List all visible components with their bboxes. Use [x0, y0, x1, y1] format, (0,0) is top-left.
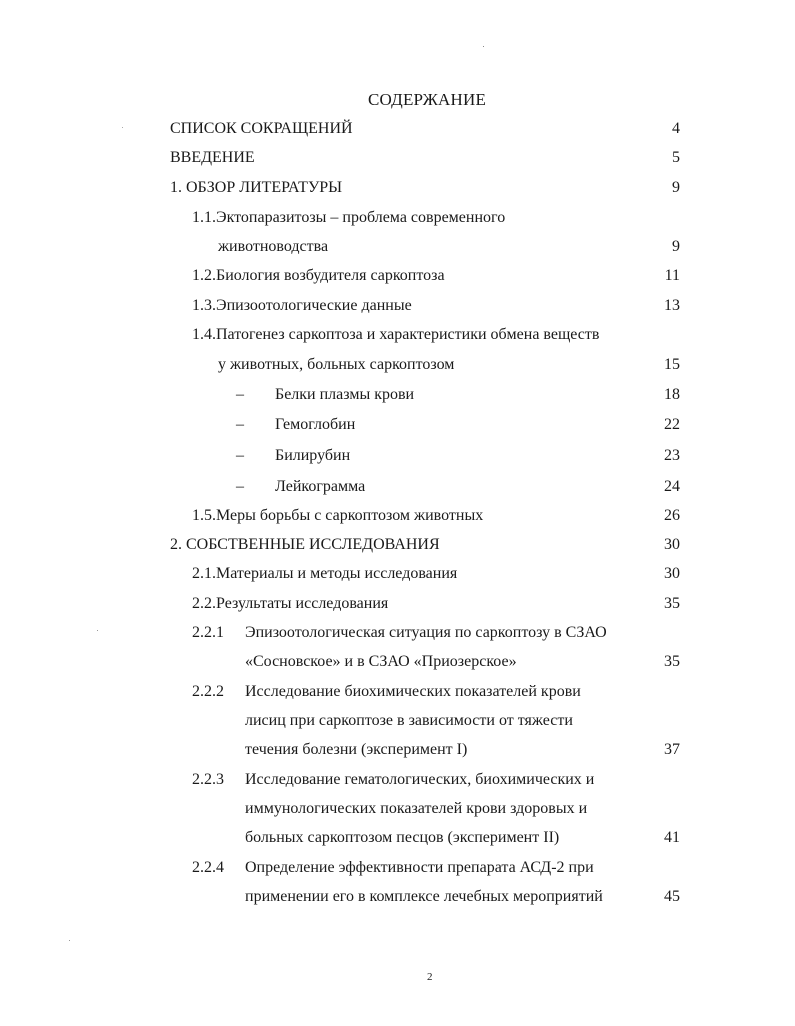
toc-page-number: 41: [664, 829, 680, 846]
toc-entry-1-3[interactable]: 1.3.Эпизоотологические данные: [192, 297, 412, 314]
toc-entry-introduction[interactable]: ВВЕДЕНИЕ: [170, 149, 255, 166]
toc-entry-2-2-3[interactable]: Исследование гематологических, биохимических и: [245, 771, 595, 788]
toc-entry-plasma-proteins[interactable]: Белки плазмы крови: [275, 386, 415, 403]
toc-entry-literature-review[interactable]: 1. ОБЗОР ЛИТЕРАТУРЫ: [170, 179, 343, 196]
toc-page-number: 22: [664, 416, 680, 433]
toc-page-number: 9: [672, 179, 680, 196]
scan-speck: [483, 46, 484, 47]
toc-page-number: 15: [664, 356, 680, 373]
toc-page-number: 5: [672, 149, 680, 166]
dash-marker: –: [236, 416, 244, 433]
toc-entry-1-1[interactable]: 1.1.Эктопаразитозы – проблема современного: [192, 209, 506, 226]
toc-subsection-number: 2.2.3: [192, 771, 224, 788]
toc-entry-2-2-2-continued: течения болезни (эксперимент I): [245, 741, 468, 758]
toc-page-number: 37: [664, 741, 680, 758]
dash-marker: –: [236, 447, 244, 464]
toc-entry-2-2-3-continued: иммунологических показателей крови здоровых и: [245, 800, 588, 817]
toc-entry-2-2[interactable]: 2.2.Результаты исследования: [192, 595, 389, 612]
toc-entry-2-2-1-continued: «Сосновское» и в СЗАО «Приозерское»: [245, 653, 517, 670]
toc-entry-2-2-4[interactable]: Определение эффективности препарата АСД-2 при: [245, 859, 594, 876]
scan-speck: [122, 127, 123, 128]
toc-page-number: 30: [664, 565, 680, 582]
page-number: 2: [427, 971, 433, 983]
toc-page-number: 13: [664, 297, 680, 314]
toc-page-number: 11: [664, 267, 680, 284]
toc-entry-bilirubin[interactable]: Билирубин: [275, 447, 351, 464]
toc-entry-1-4-continued: у животных, больных саркоптозом: [218, 356, 455, 373]
toc-page-number: 9: [672, 238, 680, 255]
toc-page-number: 45: [664, 888, 680, 905]
dash-marker: –: [236, 386, 244, 403]
toc-entry-own-research[interactable]: 2. СОБСТВЕННЫЕ ИССЛЕДОВАНИЯ: [170, 536, 440, 553]
toc-entry-1-4[interactable]: 1.4.Патогенез саркоптоза и характеристики обмена веществ: [192, 326, 600, 343]
toc-entry-hemoglobin[interactable]: Гемоглобин: [275, 416, 356, 433]
toc-page-number: 26: [664, 507, 680, 524]
toc-entry-2-2-3-continued: больных саркоптозом песцов (эксперимент II): [245, 829, 560, 846]
scan-speck: [97, 630, 98, 631]
toc-entry-2-2-4-continued: применении его в комплексе лечебных мероприятий: [245, 888, 603, 905]
toc-subsection-number: 2.2.1: [192, 624, 224, 641]
scan-speck: [69, 940, 70, 941]
toc-entry-2-2-1[interactable]: Эпизоотологическая ситуация по саркоптозу в СЗАО: [245, 624, 607, 641]
toc-entry-2-2-2[interactable]: Исследование биохимических показателей крови: [245, 683, 581, 700]
toc-entry-abbreviations[interactable]: СПИСОК СОКРАЩЕНИЙ: [170, 120, 353, 137]
toc-page-number: 4: [672, 120, 680, 137]
toc-entry-leukogram[interactable]: Лейкограмма: [275, 478, 366, 495]
toc-page-number: 35: [664, 595, 680, 612]
toc-entry-2-2-2-continued: лисиц при саркоптозе в зависимости от тяжести: [245, 712, 573, 729]
toc-entry-1-5[interactable]: 1.5.Меры борьбы с саркоптозом животных: [192, 507, 484, 524]
toc-page-number: 24: [664, 478, 680, 495]
toc-page-number: 23: [664, 447, 680, 464]
toc-entry-1-2[interactable]: 1.2.Биология возбудителя саркоптоза: [192, 267, 445, 284]
toc-page-number: 30: [664, 536, 680, 553]
toc-page-number: 18: [664, 386, 680, 403]
toc-subsection-number: 2.2.4: [192, 859, 224, 876]
toc-entry-2-1[interactable]: 2.1.Материалы и методы исследования: [192, 565, 458, 582]
toc-entry-1-1-continued: животноводства: [218, 238, 329, 255]
toc-page-number: 35: [664, 653, 680, 670]
page-title: СОДЕРЖАНИЕ: [368, 90, 487, 109]
dash-marker: –: [236, 478, 244, 495]
toc-subsection-number: 2.2.2: [192, 683, 224, 700]
